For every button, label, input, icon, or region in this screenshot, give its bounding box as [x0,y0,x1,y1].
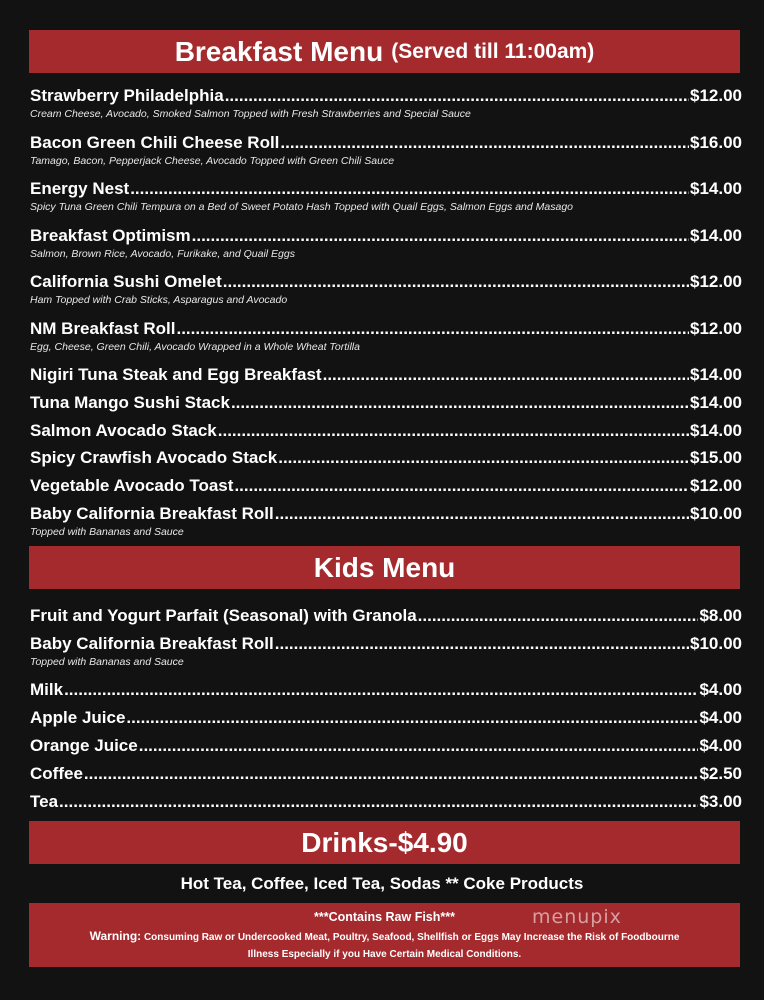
menu-item-price: $4.00 [699,708,742,727]
menu-item-name: NM Breakfast Roll [30,318,176,338]
menu-item-price: $16.00 [690,132,742,152]
menu-item-name: Fruit and Yogurt Parfait (Seasonal) with Granola [30,606,417,625]
menu-item-price: $15.00 [690,448,742,468]
menu-item-name: Bacon Green Chili Cheese Roll [30,132,280,152]
breakfast-items [30,86,742,550]
menu-item-description: Egg, Cheese, Green Chili, Avocado Wrapped in a Whole Wheat Tortilla [30,340,360,353]
menu-item-description: Tamago, Bacon, Pepperjack Cheese, Avocado Topped with Green Chili Sauce [30,154,395,167]
menu-item-price: $14.00 [690,420,742,440]
menu-item [30,448,742,476]
menu-item [30,365,742,393]
menu-item-line [30,133,742,153]
menu-item-name: Tea [30,792,59,811]
kids-header [29,546,740,589]
menu-item-price: $3.00 [699,792,742,811]
menu-item [30,393,742,421]
menu-item-price: $8.00 [699,606,742,625]
warning-lead: Warning: [89,929,142,943]
menu-item-line [30,272,742,292]
menu-item-name: Spicy Crawfish Avocado Stack [30,448,278,468]
menu-item [30,179,742,226]
menu-item [30,421,742,449]
menu-item-line [30,179,742,199]
menu-item-description: Cream Cheese, Avocado, Smoked Salmon Topped with Fresh Strawberries and Special Sauce [30,108,471,120]
menu-item [30,476,742,504]
menu-item-name: Energy Nest [30,179,130,198]
menu-item-name: Vegetable Avocado Toast [30,476,234,496]
kids-items [30,606,742,820]
menu-item-name: California Sushi Omelet [30,272,222,291]
menu-item [30,736,742,764]
menu-item-line [30,421,742,441]
menu-item-price: $10.00 [690,503,742,523]
menu-item-price: $2.50 [699,764,742,783]
menu-item-price: $12.00 [690,476,742,496]
dot-leader [278,448,689,468]
drinks-title: Drinks-$4.90 [301,826,468,858]
dot-leader [275,634,689,654]
menu-item-name: Strawberry Philadelphia [30,86,224,105]
menu-item-name: Baby California Breakfast Roll [30,503,274,523]
menu-item-name: Apple Juice [30,708,126,727]
breakfast-subtitle: (Served till 11:00am) [391,39,595,63]
menu-item-price: $4.00 [699,680,742,699]
menu-item-description: Topped with Bananas and Sauce [30,525,184,538]
menu-item [30,226,742,273]
menu-item-price: $14.00 [690,365,742,384]
menu-item [30,634,742,680]
menu-item-price: $4.00 [699,736,742,755]
menu-item-name: Orange Juice [30,736,138,755]
menu-item-price: $12.00 [690,272,742,291]
menu-item-price: $10.00 [690,634,742,653]
menu-item-name: Milk [30,680,64,699]
menu-item-line [30,634,742,654]
warning-title: ***Contains Raw Fish*** [313,910,455,924]
dot-leader [218,421,689,441]
dot-leader [275,504,689,524]
dot-leader [323,365,689,385]
breakfast-header [29,30,740,73]
menu-item [30,606,742,634]
menu-item-line [30,476,742,496]
warning-text [29,924,740,963]
menu-item [30,792,742,820]
menu-item-line [30,393,742,413]
menu-item-line [30,606,742,626]
menu-item [30,319,742,366]
dot-leader [130,179,689,199]
menu-item-description: Topped with Bananas and Sauce [30,656,184,668]
menu-item-line [30,736,742,756]
menu-item [30,86,742,133]
drinks-list: Hot Tea, Coffee, Iced Tea, Sodas ** Coke Products [180,874,584,893]
dot-leader [139,736,699,756]
menupix-watermark: menupix [532,906,622,928]
menu-item-name: Baby California Breakfast Roll [30,634,274,653]
dot-leader [64,680,698,700]
menu-item-name: Nigiri Tuna Steak and Egg Breakfast [30,365,322,384]
menu-item [30,708,742,736]
menu-item [30,764,742,792]
menu-item-price: $12.00 [690,86,742,105]
drinks-header [29,821,740,864]
menu-item-line [30,792,742,812]
menu-item-name: Breakfast Optimism [30,225,191,245]
warning-body: Consuming Raw or Undercooked Meat, Poultry, Seafood, Shellfish or Eggs May Increase the Risk of Foodbourne Illness Especially if you Have Certain Medical Conditions. [143,932,680,960]
menu-item-name: Tuna Mango Sushi Stack [30,392,230,412]
menu-item [30,133,742,180]
dot-leader [84,764,699,784]
dot-leader [126,708,698,728]
dot-leader [231,393,689,413]
menu-item [30,272,742,319]
dot-leader [192,226,689,246]
menu-item-price: $14.00 [690,392,742,412]
dot-leader [176,319,689,339]
menu-item [30,680,742,708]
menu-item-name: Coffee [30,764,83,783]
menu-item-line [30,319,742,339]
menu-item-line [30,86,742,106]
menu-item-description: Spicy Tuna Green Chili Tempura on a Bed of Sweet Potato Hash Topped with Quail Eggs, Salmon Eggs and Masago [30,201,574,213]
menu-item-line [30,708,742,728]
menu-item-line [30,764,742,784]
menu-item-name: Salmon Avocado Stack [30,420,217,440]
menu-item-line [30,504,742,524]
dot-leader [418,606,699,626]
menu-item [30,504,742,551]
menu-item-price: $12.00 [690,318,742,338]
menu-item-description: Salmon, Brown Rice, Avocado, Furikake, and Quail Eggs [30,247,295,260]
kids-title: Kids Menu [313,551,456,583]
menu-item-price: $14.00 [690,225,742,245]
dot-leader [280,133,689,153]
dot-leader [225,86,689,106]
menu-item-line [30,680,742,700]
dot-leader [59,792,698,812]
dot-leader [234,476,689,496]
breakfast-title: Breakfast Menu [174,35,384,67]
menu-item-line [30,226,742,246]
menu-item-price: $14.00 [690,179,742,198]
dot-leader [223,272,689,292]
menu-item-description: Ham Topped with Crab Sticks, Asparagus and Avocado [30,294,288,306]
warning-box [29,903,740,967]
menu-item-line [30,448,742,468]
menu-item-line [30,365,742,385]
